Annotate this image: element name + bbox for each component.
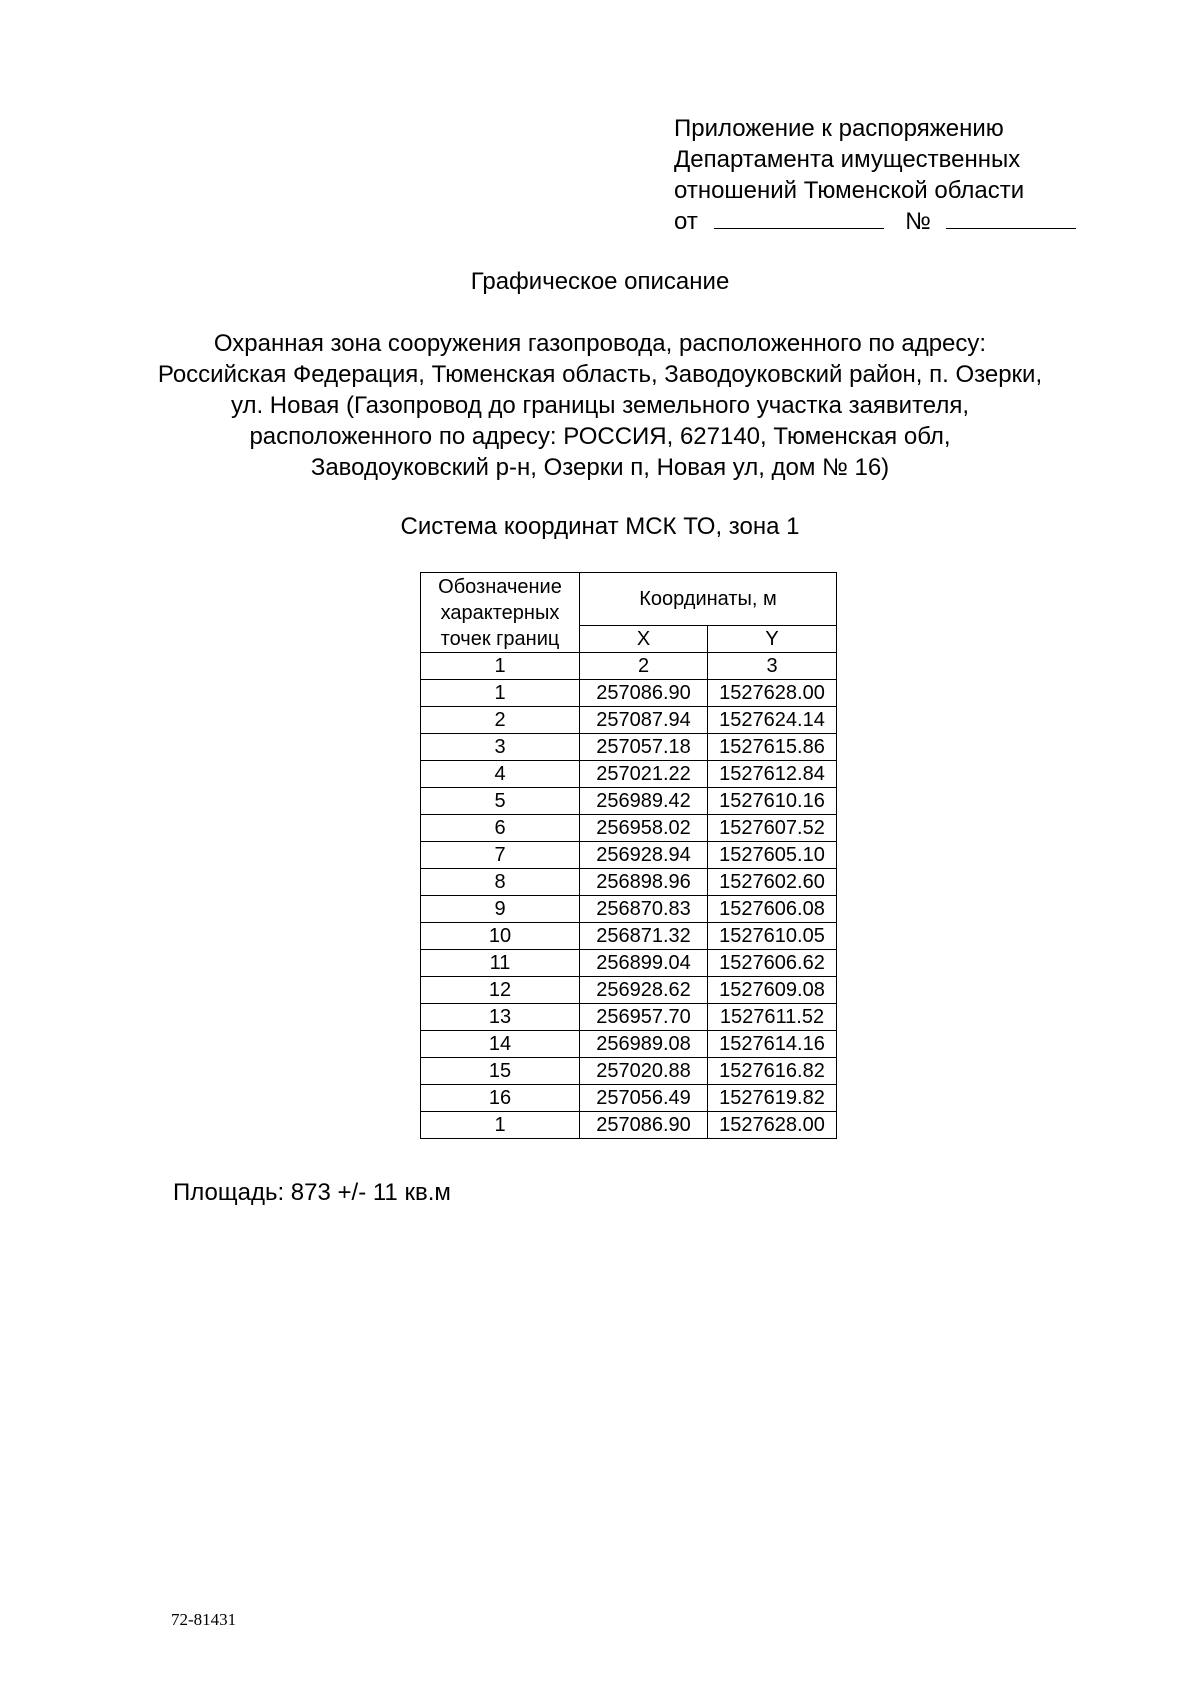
y-coordinate-cell: 1527628.00: [708, 680, 837, 707]
point-number-cell: 6: [421, 815, 580, 842]
header-point-designation: [421, 573, 580, 653]
x-coordinate-cell: 256870.83: [580, 896, 708, 923]
y-coordinate-cell: 1527628.00: [708, 1112, 837, 1139]
header-point-line: характерных: [440, 601, 560, 624]
y-coordinate-cell: 1527611.52: [708, 1004, 837, 1031]
table-row: [421, 977, 837, 1004]
y-coordinate-cell: 1527615.86: [708, 734, 837, 761]
point-number-cell: 12: [421, 977, 580, 1004]
x-coordinate-cell: 256899.04: [580, 950, 708, 977]
x-coordinate-cell: 257086.90: [580, 680, 708, 707]
table-row: [421, 680, 837, 707]
table-row: [421, 1004, 837, 1031]
header-x: X: [580, 626, 708, 653]
point-number-cell: 8: [421, 869, 580, 896]
table-row: [421, 950, 837, 977]
y-coordinate-cell: 1527610.05: [708, 923, 837, 950]
table-row: [421, 869, 837, 896]
x-coordinate-cell: 256928.62: [580, 977, 708, 1004]
table-row: [421, 1085, 837, 1112]
point-number-cell: 13: [421, 1004, 580, 1031]
y-coordinate-cell: 1527606.08: [708, 896, 837, 923]
area-label: Площадь: 873 +/- 11 кв.м: [173, 1179, 451, 1206]
table-row: [421, 923, 837, 950]
subject-line: расположенного по адресу: РОССИЯ, 627140, Тюменская обл,: [249, 423, 951, 450]
column-number: 1: [421, 653, 580, 680]
point-number-cell: 14: [421, 1031, 580, 1058]
x-coordinate-cell: 256957.70: [580, 1004, 708, 1031]
point-number-cell: 5: [421, 788, 580, 815]
column-number: 3: [708, 653, 837, 680]
x-coordinate-cell: 256989.08: [580, 1031, 708, 1058]
appendix-line: Приложение к распоряжению: [674, 115, 1004, 142]
column-number: 2: [580, 653, 708, 680]
table-row: [421, 842, 837, 869]
x-coordinate-cell: 257087.94: [580, 707, 708, 734]
appendix-line: Департамента имущественных: [674, 146, 1021, 173]
appendix-line: отношений Тюменской области: [674, 177, 1025, 204]
point-number-cell: 11: [421, 950, 580, 977]
number-blank: [946, 206, 1076, 229]
y-coordinate-cell: 1527619.82: [708, 1085, 837, 1112]
table-row: [421, 761, 837, 788]
from-label: от: [674, 208, 698, 235]
header-y: Y: [708, 626, 837, 653]
point-number-cell: 10: [421, 923, 580, 950]
point-number-cell: 7: [421, 842, 580, 869]
table-row: [421, 734, 837, 761]
point-number-cell: 4: [421, 761, 580, 788]
point-number-cell: 3: [421, 734, 580, 761]
y-coordinate-cell: 1527606.62: [708, 950, 837, 977]
point-number-cell: 1: [421, 680, 580, 707]
x-coordinate-cell: 257057.18: [580, 734, 708, 761]
table-row: [421, 815, 837, 842]
x-coordinate-cell: 256871.32: [580, 923, 708, 950]
y-coordinate-cell: 1527605.10: [708, 842, 837, 869]
header-point-line: Обозначение: [438, 575, 562, 598]
table-row: [421, 707, 837, 734]
subject-line: Заводоуковский р-н, Озерки п, Новая ул, дом № 16): [310, 454, 890, 481]
header-point-line: точек границ: [440, 627, 560, 650]
table-row: [421, 896, 837, 923]
x-coordinate-cell: 256928.94: [580, 842, 708, 869]
subject-line: Охранная зона сооружения газопровода, расположенного по адресу:: [213, 330, 987, 357]
y-coordinate-cell: 1527616.82: [708, 1058, 837, 1085]
y-coordinate-cell: 1527614.16: [708, 1031, 837, 1058]
x-coordinate-cell: 256898.96: [580, 869, 708, 896]
x-coordinate-cell: 257056.49: [580, 1085, 708, 1112]
point-number-cell: 9: [421, 896, 580, 923]
point-number-cell: 16: [421, 1085, 580, 1112]
x-coordinate-cell: 257021.22: [580, 761, 708, 788]
y-coordinate-cell: 1527612.84: [708, 761, 837, 788]
point-number-cell: 2: [421, 707, 580, 734]
document-title: Графическое описание: [470, 268, 730, 295]
coordinate-system-label: Система координат МСК ТО, зона 1: [400, 513, 800, 540]
point-number-cell: 1: [421, 1112, 580, 1139]
header-coordinates: Координаты, м: [580, 573, 837, 626]
table-row: [421, 788, 837, 815]
table-row: [421, 1058, 837, 1085]
table-row: [421, 1112, 837, 1139]
coordinates-body: [421, 680, 837, 1139]
x-coordinate-cell: 256989.42: [580, 788, 708, 815]
x-coordinate-cell: 257020.88: [580, 1058, 708, 1085]
x-coordinate-cell: 257086.90: [580, 1112, 708, 1139]
subject-line: Российская Федерация, Тюменская область, Заводоуковский район, п. Озерки,: [157, 361, 1043, 388]
y-coordinate-cell: 1527602.60: [708, 869, 837, 896]
number-label: №: [905, 208, 931, 235]
document-number: 72-81431: [171, 1610, 237, 1629]
subject-description: [140, 328, 1060, 483]
y-coordinate-cell: 1527609.08: [708, 977, 837, 1004]
date-blank: [714, 206, 884, 229]
point-number-cell: 15: [421, 1058, 580, 1085]
subject-line: ул. Новая (Газопровод до границы земельного участка заявителя,: [230, 392, 970, 419]
coordinates-table: [420, 572, 837, 1139]
y-coordinate-cell: 1527610.16: [708, 788, 837, 815]
table-row: [421, 1031, 837, 1058]
appendix-date-number-line: [674, 206, 1114, 237]
x-coordinate-cell: 256958.02: [580, 815, 708, 842]
appendix-header: [674, 113, 1114, 237]
y-coordinate-cell: 1527607.52: [708, 815, 837, 842]
y-coordinate-cell: 1527624.14: [708, 707, 837, 734]
